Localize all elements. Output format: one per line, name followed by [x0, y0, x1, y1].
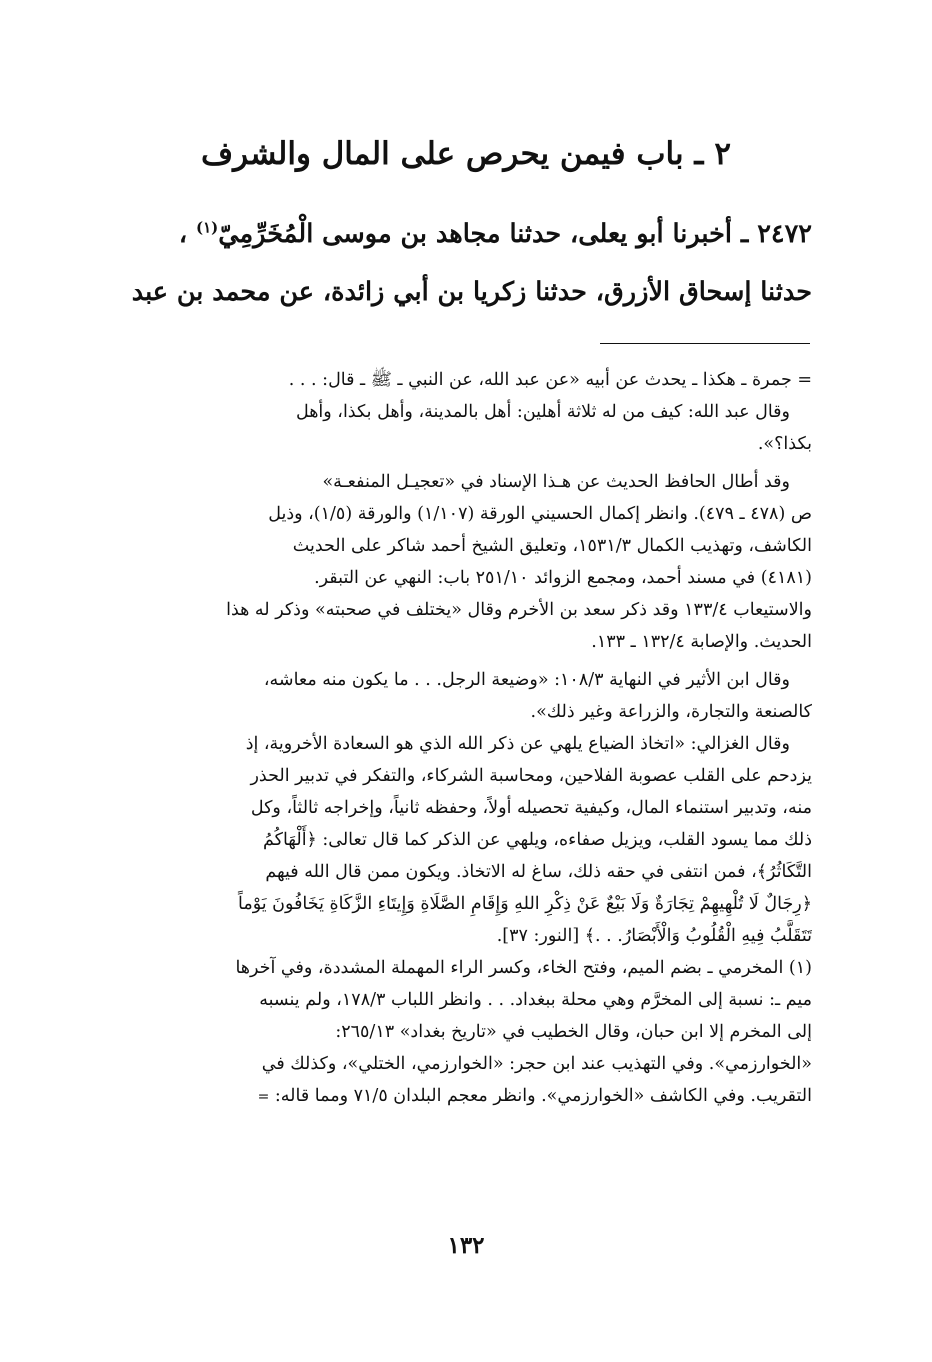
- note-line: الكاشف، وتهذيب الكمال ١٥٣١/٣، وتعليق الشيخ أحمد شاكر على الحديث: [292, 536, 812, 556]
- hadith-line-text: ٢٤٧٢ ـ أخبرنا أبو يعلى، حدثنا مجاهد بن موسى الْمُخَرِّمِيّ: [218, 219, 812, 249]
- note-line: يزدحم على القلب عصوبة الفلاحين، ومحاسبة الشركاء، والتفكر في تدبير الحذر: [250, 766, 812, 786]
- hadith-line-punct: ،: [178, 219, 188, 249]
- chapter-title: ٢ ـ باب فيمن يحرص على المال والشرف: [201, 136, 731, 172]
- footnote-line-text: التقريب. وفي الكاشف «الخوارزمي». وانظر معجم البلدان ٧١/٥ ومما قاله:: [274, 1086, 812, 1106]
- note-line: وقال الغزالي: «اتخاذ الضياع يلهي عن ذكر الله الذي هو السعادة الأخروية، إذ: [245, 734, 790, 754]
- note-line: التَّكَاثُرُ﴾، فمن انتفى في حقه ذلك، ساغ له الاتخاذ. ويكون ممن قال الله فيهم: [265, 862, 812, 882]
- page-number: ١٣٢: [447, 1232, 485, 1259]
- footnote-line: إلى المخرم إلا ابن حبان، وقال الخطيب في «تاريخ بغداد» ٢٦٥/١٣:: [335, 1022, 812, 1042]
- hadith-line: حدثنا إسحاق الأزرق، حدثنا زكريا بن أبي زائدة، عن محمد بن عبد: [131, 277, 812, 307]
- note-line: ص (٤٧٨ ـ ٤٧٩). وانظر إكمال الحسيني الورقة (١/١٠٧) والورقة (١/٥)، وذيل: [268, 504, 812, 524]
- note-line: وقال ابن الأثير في النهاية ١٠٨/٣: «وضيعة الرجل. . . ما يكون منه معاشه،: [263, 670, 790, 690]
- note-line: منه، وتدبير استنماء المال، وكيفية تحصيله أولاً، وحفظه ثانياً، وإخراجه ثالثاً، وكل: [250, 798, 812, 818]
- footnote-separator: [600, 343, 810, 344]
- note-line: وقال عبد الله: كيف من له ثلاثة أهلين: أهل بالمدينة، وأهل بكذا، وأهل: [295, 402, 790, 422]
- continuation-mark: =: [257, 1089, 270, 1105]
- footnote-reference: (١): [195, 218, 219, 237]
- hadith-line: [100, 205, 812, 263]
- footnotes: [100, 364, 812, 1112]
- note-line: = جمرة ـ هكذا ـ يحدث عن أبيه «عن عبد الله، عن النبي ـ ﷺ ـ قال: . . .: [288, 370, 812, 390]
- footnote-line: (١) المخرمي ـ بضم الميم، وفتح الخاء، وكسر الراء المهملة المشددة، وفي آخرها: [235, 958, 812, 978]
- note-line: وقد أطال الحافظ الحديث عن هـذا الإسناد في «تعجيـل المنفعـة»: [322, 472, 790, 492]
- note-line: تَتَقَلَّبُ فِيهِ الْقُلُوبُ وَالْأَبْصَارُ. . .﴾ [النور: ٣٧].: [496, 926, 812, 946]
- footnote-line: [100, 1080, 812, 1112]
- hadith-text: [100, 205, 812, 321]
- note-line: بكذا؟».: [757, 434, 812, 454]
- note-line: ذلك مما يسود القلب، ويزيل صفاءه، ويلهي عن الذكر كما قال تعالى: ﴿أَلْهَاكُمُ: [262, 830, 812, 850]
- note-line: كالصنعة والتجارة، والزراعة وغير ذلك».: [530, 702, 812, 722]
- note-line: والاستيعاب ١٣٣/٤ وقد ذكر سعد بن الأخرم وقال «يختلف في صحبته» وذكر له هذا: [226, 600, 812, 620]
- note-line: ﴿رِجَالٌ لَا تُلْهِيهِمْ تِجَارَةٌ وَلَا بَيْعٌ عَنْ ذِكْرِ اللهِ وَإِقَامِ الصَّلَاةِ وَإِيتَاءِ الزَّكَاةِ يَخَافُونَ يَوْماً: [238, 894, 812, 914]
- note-line: الحديث. والإصابة ١٣٢/٤ ـ ١٣٣.: [591, 632, 812, 652]
- note-line: (٤١٨١) في مسند أحمد، ومجمع الزوائد ٢٥١/١٠ باب: النهي عن التبقر.: [314, 568, 812, 588]
- footnote-line: «الخوارزمي». وفي التهذيب عند ابن حجر: «الخوارزمي، الختلي»، وكذلك في: [261, 1054, 812, 1074]
- footnote-line: ميم ـ: نسبة إلى المخرَّم وهي محلة ببغداد. . . وانظر اللباب ١٧٨/٣، ولم ينسبه: [259, 990, 812, 1010]
